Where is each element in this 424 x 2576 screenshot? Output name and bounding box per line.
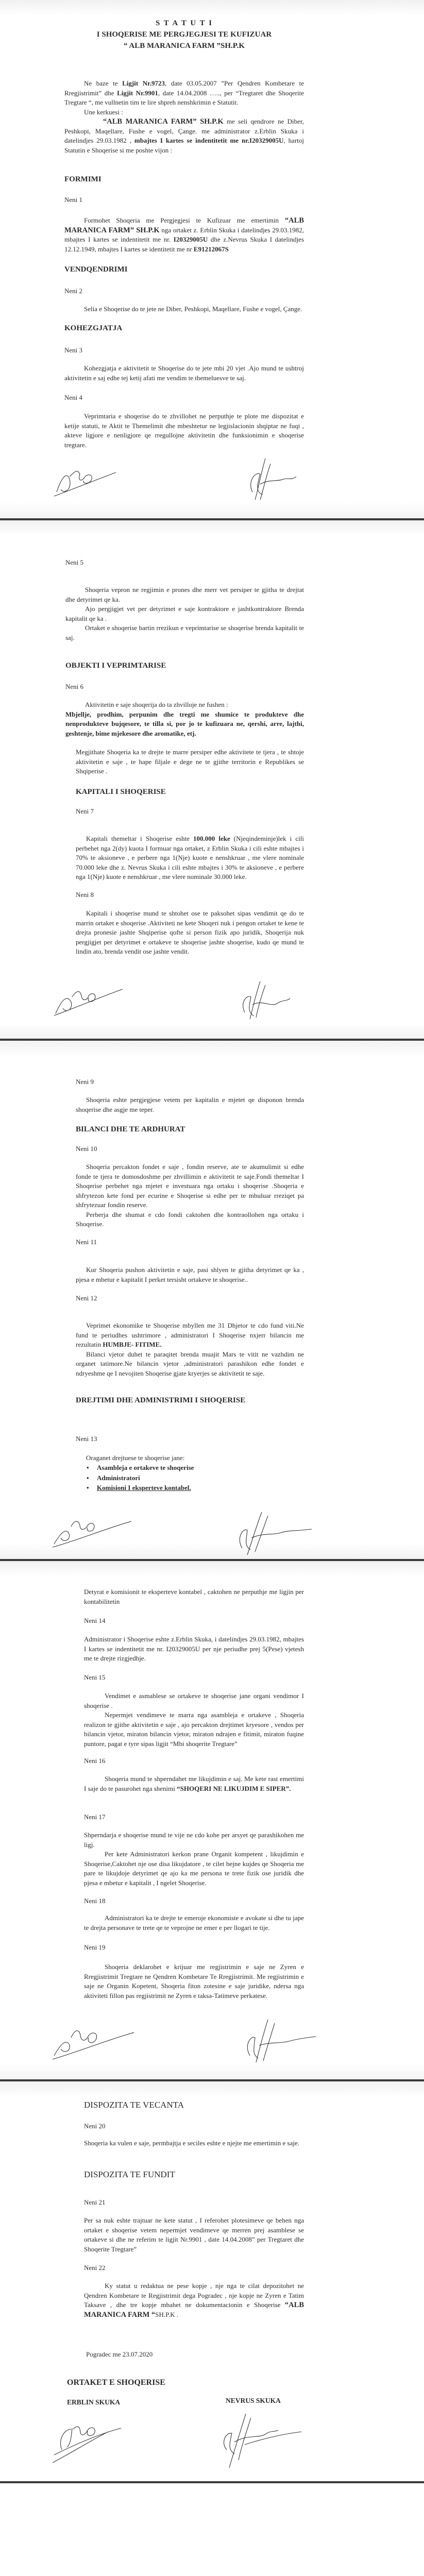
signature-erblin — [52, 2414, 129, 2465]
article-4-text: Veprimtaria e shoqerise do te zhvillohet ne perputhje te plote me dispozitat e ketije statuti, te Aktit te Themelimit dhe mbeshtetur ne legjislacionin shqiptar ne fuqi , akteve ligjore e nenligjore qe rregullojne aktivitetin dhe funksionimin e shoqerise tregtare. — [64, 412, 304, 449]
article-number: Neni 21 — [84, 2198, 106, 2206]
list-item: • Asambleja e ortakeve te shoqerise — [87, 1463, 194, 1473]
article-number: Neni 18 — [84, 1897, 106, 1905]
intro-company: “ALB MARANICA FARM” SH.P.K me seli qendrore ne Diber, Peshkopi, Maqellare, Fushe e vogel, Çange. me administrator z.Erblin Skuka i datelindjes 29.03.1982 , mbajtes I kartes se indentitetit me nr.I20329005U, hartoj Statutin e Shoqerise si me poshte vijon : — [64, 117, 304, 154]
signature-nevrus — [232, 1510, 314, 1556]
article-number: Neni 20 — [84, 2122, 106, 2130]
signature-nevrus — [214, 2414, 301, 2470]
intro-paragraph: Ne baze te Ligjit Nr.9723, date 03.05.2007 ”Per Qendren Kombetare te Rregjistrimit” dhe Ligjit Nr.9901, date 14.04.2008 ….., per “Tregtaret dhe Shoqerite Tregtare “, me vullnetin tim te lire shpreh nenshkrimin e Statutit. — [64, 79, 304, 106]
signature-erblin — [52, 2022, 134, 2061]
article-2-text: Selia e Shoqerise do te jete ne Diber, Peshkopi, Maqellare, Fushe e vogel, Çange. — [84, 305, 302, 313]
article-19-text: Shoqeria deklarohet e krijuar me regjistrimin e saje ne Zyren e Rregjistrimit Tregtare ne Qendren Kombetare Te Rregjistrimit. Me regjistrimin e saje ne Organin Kopetent, Shoqeria fiton zotesine e saje juridike, ndersa nga aktiviteti fillon pas regjistrimit ne Zyren e taksa-Tatimeve perkatese. — [84, 1963, 304, 1999]
article-number: Neni 3 — [64, 346, 83, 354]
article-11-text: Kur Shoqeria pushon aktivitetin e saje, pasi shlyen te gjitha detyrimet qe ka , pjesa e mbetur e kapitalit I perket tersisht ortakeve te shoqerise.. — [76, 1266, 304, 1283]
article-7-text: Kapitali themeltar i Shoqerise eshte 100.000 leke (Njeqindeminje)lek i cili perbehet nga 2(dy) kuota I formuar nga ortaket, z Erblin Skuka i cili eshte mbajtes i 70% te aksioneve , e perbere nga 1(Nje) kuote e nenshkruar , me vlere nominale 70.000 leke dhe z. Nevrus Skuka i cili eshte mbajtes i 30% te aksioneve , e perbere nga 1(Nje) kuote e nenshkruar , me vlere nominale 30.000 leke. — [76, 835, 304, 880]
article-15-text: Vendimet e asmablese se ortakeve te shoqerise jane organi vendimor I shoqerise . Nepermjet vendimeve te marra nga asambleja e ortakeve , Shoqeria realizon te gjithe aktivitetin e saje , ajo percakton drejtimet kryesore , vendos per bilancin vjetor, miraton bilancin vjetor, miraton ndrajen e fitimit, miraton fuqine puntore, pagat e tyre sipas ligjit “Mbi shoqerite Tregtare” — [84, 1692, 304, 1748]
signature-nevrus — [240, 2017, 317, 2063]
document-title: S T A T U T I — [155, 19, 213, 27]
article-number: Neni 15 — [84, 1673, 106, 1681]
article-16-text: Shoqeria mund te shperndahet me likujdimin e saj. Me kete rast emertimi I saje do te pasurohet nga shenimi “SHOQERI NE LIKUJDIM E SIPER”. — [84, 1775, 304, 1792]
heading-bilanci: BILANCI DHE TE ARDHURAT — [76, 1125, 185, 1133]
management-organs-list — [87, 1463, 194, 1493]
heading-dispozita-fundit: DISPOZITA TE FUNDIT — [84, 2170, 175, 2179]
signature-erblin — [52, 461, 118, 500]
company-name-title: “ ALB MARANICA FARM ”SH.P.K — [123, 42, 245, 50]
article-number: Neni 4 — [64, 394, 83, 401]
article-13-duties: Detyrat e komisionit te eksperteve kontabel , caktohen ne perputhje me ligjin per kontabilitetin — [84, 1588, 304, 1605]
article-number: Neni 10 — [76, 1145, 97, 1153]
article-number: Neni 12 — [76, 1294, 97, 1302]
intro-block — [64, 79, 304, 155]
document-subtitle: I SHOQERISE ME PERGJEGJESI TE KUFIZUAR — [96, 30, 272, 39]
article-number: Neni 9 — [76, 1078, 94, 1086]
heading-formimi: FORMIMI — [64, 175, 101, 183]
article-number: Neni 19 — [84, 1943, 106, 1951]
article-number: Neni 16 — [84, 1757, 106, 1765]
signature-erblin — [52, 1512, 134, 1548]
intro-requester: Une kerkuesi : — [84, 108, 123, 116]
signature-erblin — [52, 981, 124, 1018]
article-6-text: Aktivitetin e saje shoqerija do ta zhvilloje ne fushen : Mbjellje, prodhim, perpunim dhe tregti me shumice te produkteve dhe nenprodukteve bujqesore, te tilla si, por jo te kufizuara ne, qershi, arre, lajthi, geshtenje, bime mjekesore dhe aromatike, etj. — [65, 701, 304, 737]
article-20-text: Shoqeria ka vulen e saje, permbajtja e seciles eshte e njejte me emertimin e saje. — [84, 2139, 299, 2147]
article-10-text: Shoqeria percakton fondet e saje , fondin reserve, ate te akumulimit si edhe fonde te tjera te domosdoshme per zhvillimin e aktivitetit te saje.Fondi themeltar I Shoqerise perbehet nga mjetet e investuara nga ortaku i shoqerise .Shoqeria e shfrytezon kete fond per ecurine e Shoqerise si edhe per te mbuluar rreziqet pa shfrytezuar fondin reserve. Perberja dhe shumat e cdo fondi caktohen dhe kontraollohen nga ortaku i Shoqerise. — [76, 1163, 304, 1228]
heading-objekti: OBJEKTI I VEPRIMTARISE — [65, 662, 166, 670]
article-22-text: Ky statut u redaktua ne pese kopje , nje nga te cilat depozitohet ne Qendren Kombetare te Regjistrimit dega Pogradec , nje kopje ne Zyren e Tatim Taksave , dhe tre kopje mbahet ne dokumentacionin e Shoqerise “ALB MARANICA FARM “SH.P.K . — [84, 2282, 304, 2319]
article-17-text: Shperndarja e shoqerise mund te vije ne cdo kohe per arsyet qe parashikohen me ligj. Per kete Administratori kerkon prane Organit kompetent , likujdimin e Shoqerise,Caktohet nje ose disa likujdatore , te cilet bejne kujdes qe Shoqeria me pare te likujdoje detyrimet qe ajo ka me persona te trete fizik ose juridik dhe pjesa e mbetur e kapitalit , I ngelet Shoqerise. — [84, 1831, 304, 1887]
page-1 — [0, 0, 424, 520]
article-14-text: Administrator i Shoqerise eshte z.Erblin Skuka, i datelindjes 29.03.1982, mbajtes I kartes se indentitetit me nr. I20329005U per nje periudhe prej 5(Pese) vjetesh me te drejte rizgjedhje. — [84, 1635, 304, 1662]
list-item: • Komisioni I eksperteve kontabel. — [87, 1483, 194, 1493]
article-12-text: Veprimet ekonomike te Shoqerise mbyllen me 31 Dhjetor te cdo fund viti.Ne fund te periudhes ushtrimore , administratori I Shoqerise nxjerr bilancin me rezultatin HUMBJE- FITIME. Bilanci vjetor duhet te paraqitet brenda muajit Mars te vitit ne vazhdim ne organet tatimore.Ne bilancin vjetor ,administratori parashikon edhe fondet e ndryeshme qe I nevojiten Shoqerise gjate kryerjes se aktivitetit te saje. — [76, 1321, 304, 1377]
article-1-text: Formohet Shoqeria me Pergjegjesi te Kufizuar me emertimin “ALB MARANICA FARM” SH.P.K nga ortaket z. Erblin Skuka i datelindjes 29.03.1982, mbajtes I kartes se indentitetit me nr. I20329005U dhe z.Nevrus Skuka I datelindjes 12.12.1949, mbajtes I kartes se identitetit me nr E91212067S — [64, 216, 304, 253]
heading-ortaket: ORTAKET E SHOQERISE — [67, 2378, 165, 2387]
partner-name-nevrus: NEVRUS SKUKA — [226, 2397, 281, 2404]
article-3-text: Kohezgjatja e aktivitetit te Shoqerise do te jete mbi 20 vjet .Ajo mund te ushtroj aktivitetin e saj edhe tej ketij afati me vendim te themeluesve te saj. — [64, 364, 304, 382]
article-number: Neni 13 — [76, 1435, 97, 1443]
heading-vendqendrimi: VENDQENDRIMI — [64, 265, 128, 274]
article-number: Neni 1 — [64, 196, 83, 204]
article-number: Neni 14 — [84, 1617, 106, 1624]
page-5 — [0, 2081, 424, 2483]
heading-kohezgjatja: KOHEZGJATJA — [64, 324, 123, 332]
partner-name-erblin: ERBLIN SKUKA — [67, 2398, 121, 2406]
article-9-text: Shoqeria eshte pergjegjese vetem per kapitalin e mjetet qe disponon brenda shoqerise dhe asgje me teper. — [76, 1096, 304, 1113]
place-date: Pogradec me 23.07.2020 — [86, 2350, 153, 2358]
heading-drejtimi: DREJTIMI DHE ADMINISTRIMI I SHOQERISE — [76, 1396, 246, 1404]
article-number: Neni 8 — [76, 891, 94, 899]
article-13-intro: Oraganet drejtuese te shoqerise jane: — [86, 1454, 185, 1462]
heading-kapitali: KAPITALI I SHOQERISE — [76, 788, 166, 796]
article-8-text: Kapitali i shoqerise mund te shtohet ose te paksohet sipas vendimit qe do te marrin ortaket e shoqerise .Aktiviteti ne kete Shoqeri nuk i pengon ortaket te kene te drejta pronesie jashte Shqiperise qofte si person fizik apo juridik, Shoqerija nuk pergjigjet per detyrimet e ortakeve te shoqerise jashte shoqerise, kudo qe mund te lindin ato, brenda vendit ose jashte vendit. — [76, 909, 304, 955]
signature-nevrus — [242, 456, 299, 502]
article-number: Neni 22 — [84, 2264, 106, 2272]
article-number: Neni 7 — [76, 807, 94, 815]
article-number: Neni 17 — [84, 1813, 106, 1821]
page-2 — [0, 520, 424, 1041]
article-21-text: Per sa nuk eshte trajtuar ne kete statut , I referohet plotesimeve qe behen nga ortaket e shoqerise vetem nepermjet vendimeve qe merren prej asamblese se ortakeve si dhe ne referim te ligjit Nr.9901 , date 14.04.2008” per Tregtaret dhe Shoqerite Tregtare” — [84, 2216, 304, 2253]
article-18-text: Administratori ka te drejte te emeroje ekonomiste e avokate si dhe tu jape te drejta personave te trete qe te veprojne ne emer e per llogari te tije. — [84, 1914, 304, 1931]
article-5-text: Shoqeria vepron ne regjimin e prones dhe merr vet persiper te gjitha te drejtat dhe detyrimet qe ka. Ajo pergjigjet vet per detyrimet e saje kontraktore e jashtkontraktore Brenda kapitalit qe ka . Ortaket e shoqerise bartin rrezikun e veprimtarise se shoqerise brenda kapitalit te saj. — [65, 586, 304, 641]
page-3 — [0, 1041, 424, 1561]
article-number: Neni 5 — [65, 558, 84, 566]
article-number: Neni 11 — [76, 1238, 97, 1246]
article-number: Neni 6 — [65, 683, 84, 690]
page-4 — [0, 1561, 424, 2081]
article-6-extra: Megjithate Shoqeria ka te drejte te marre persiper edhe aktivitete te tjera , te shtoje aktivitetin e saje , te hape filjale e dege ne te gjithe territorin e Republikes se Shqiperise . — [76, 748, 304, 775]
article-number: Neni 2 — [64, 287, 83, 295]
signature-nevrus — [234, 979, 291, 1020]
heading-dispozita-vecanta: DISPOZITA TE VECANTA — [84, 2100, 184, 2110]
list-item: • Administratori — [87, 1473, 194, 1483]
